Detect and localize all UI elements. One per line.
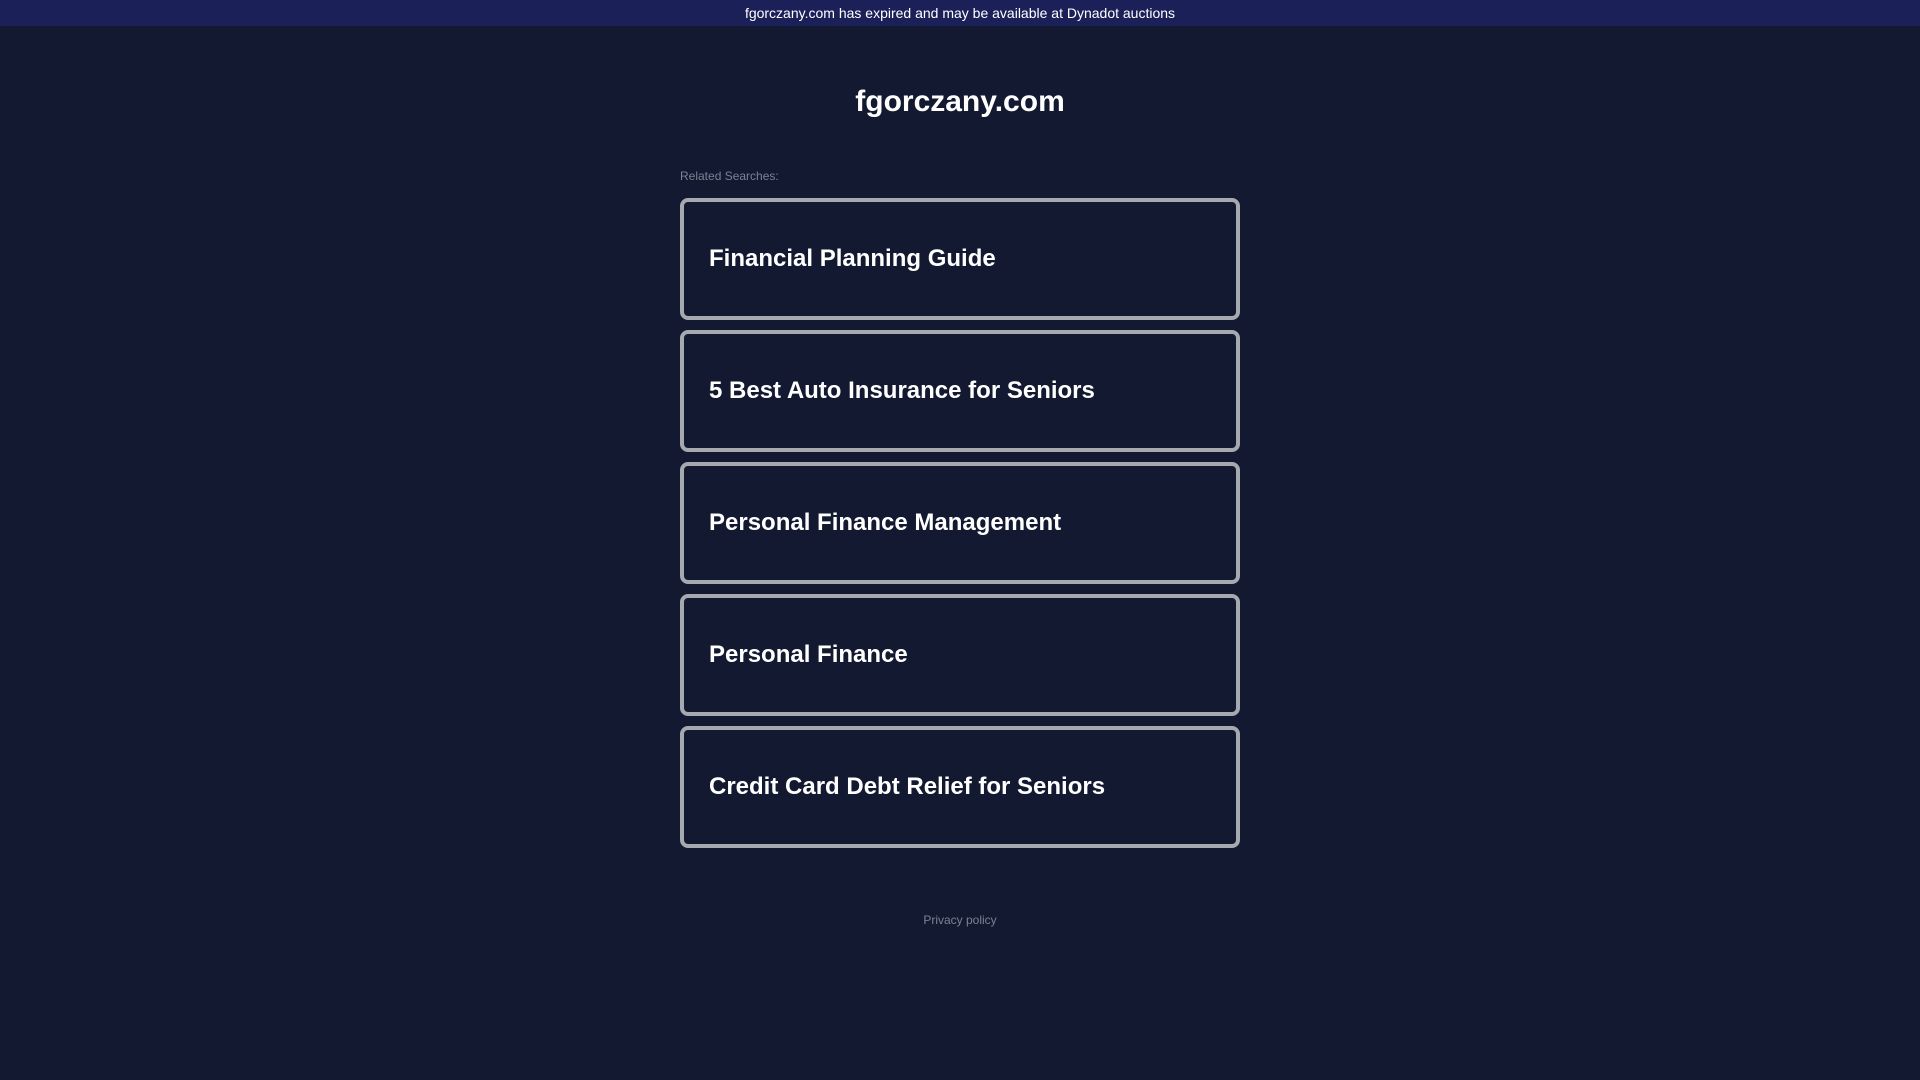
related-search-link-credit-card-debt-relief[interactable]: Credit Card Debt Relief for Seniors [680,726,1240,848]
related-search-link-personal-finance[interactable]: Personal Finance [680,594,1240,716]
site-title: fgorczany.com [855,85,1065,118]
related-search-link-financial-planning-guide[interactable]: Financial Planning Guide [680,198,1240,320]
expired-domain-banner[interactable]: fgorczany.com has expired and may be available at Dynadot auctions [0,0,1920,26]
related-searches-label: Related Searches: [680,169,779,183]
related-searches-section [680,168,1240,858]
privacy-policy-link[interactable]: Privacy policy [923,913,997,927]
related-search-link-personal-finance-management[interactable]: Personal Finance Management [680,462,1240,584]
related-search-link-auto-insurance-seniors[interactable]: 5 Best Auto Insurance for Seniors [680,330,1240,452]
